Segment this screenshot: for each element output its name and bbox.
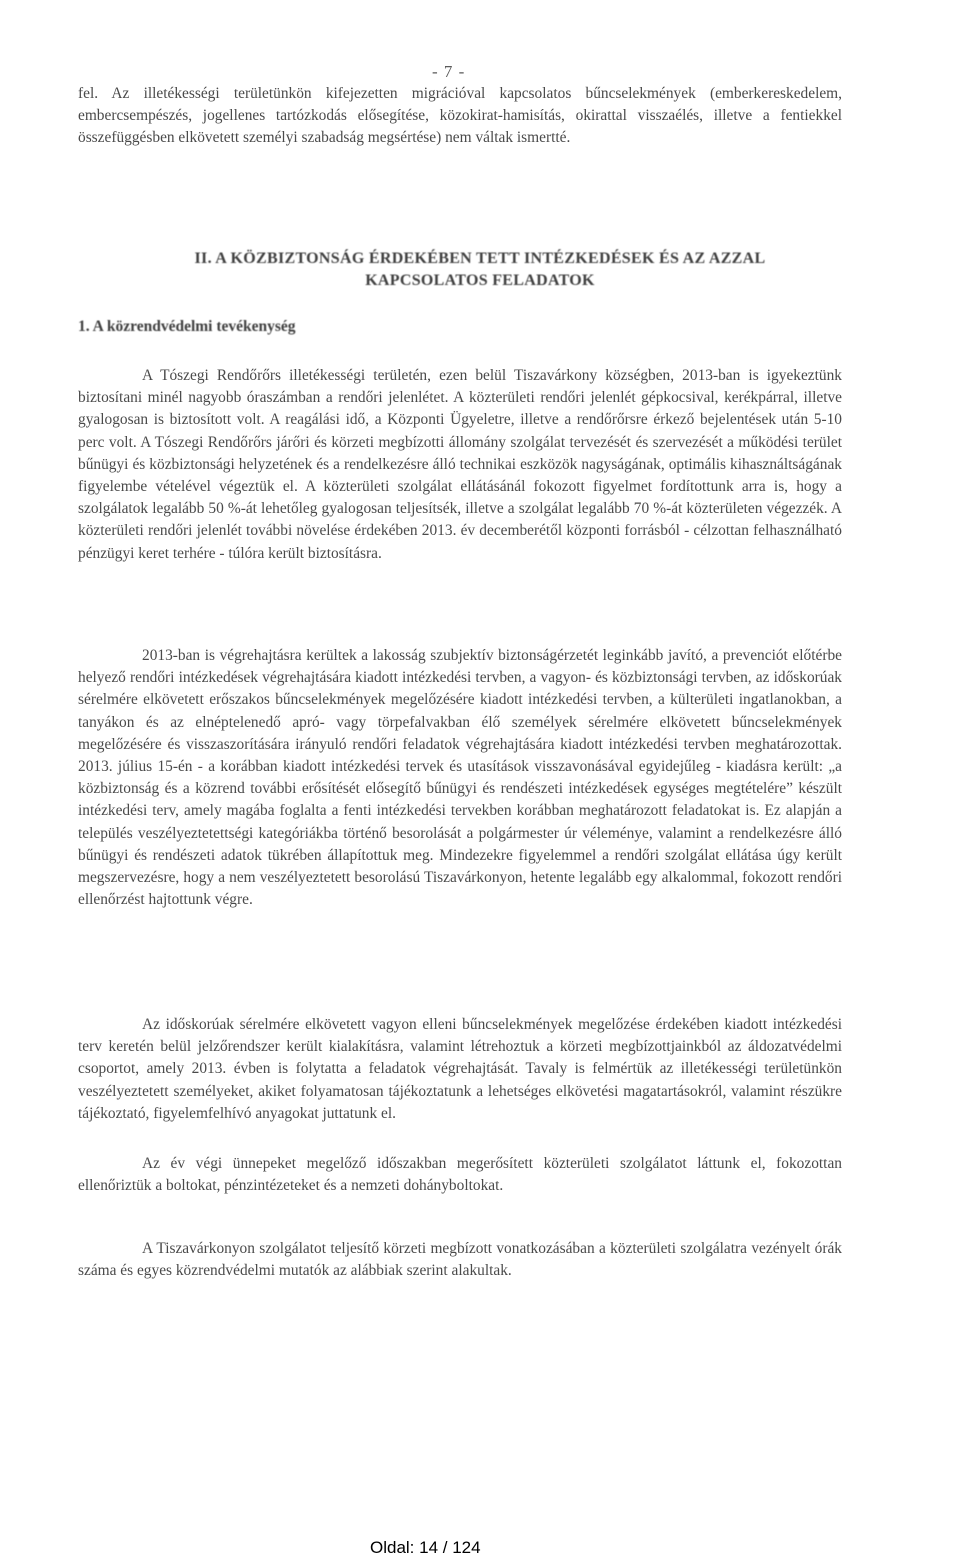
page-number: - 7 - — [432, 62, 466, 81]
paragraph-elderly-protection: Az időskorúak sérelmére elkövetett vagyon elleni bűncselekmények megelőzése érdekében kiadott intézkedési terv keretén belül jelzőrendszer került kialakításra, valamint létrehoztuk a körzeti megbízottjainkból az áldozatvédelmi csoportot, amely 2013. évben is folytatta a feladatok végrehajtását. Tavaly is felmértük az illetékességi területünkön veszélyeztetett személyeket, akiket folyamatosan tájékoztatunk a lehetséges elkövetési magatartásokról, valamint részükre tájékoztató, figyelemfelhívó anyagokat juttatunk el. — [78, 1016, 842, 1122]
intro-paragraph: fel. Az illetékességi területünkön kifejezetten migrációval kapcsolatos bűncselekmények (emberkereskedelem, embercsempészés, jogellenes tartózkodás elősegítése, közokirat-hamisítás, okirattal visszaélés, illetve a fentiekkel összefüggésben elkövetett személyi szabadság megsértése) nem váltak ismertté. — [78, 85, 842, 147]
paragraph-holiday-service: Az év végi ünnepeket megelőző időszakban megerősített közterületi szolgálatot láttunk el, fokozottan ellenőriztük a boltokat, pénzintézeteket és a nemzeti dohányboltokat. — [78, 1155, 842, 1195]
page-footer-counter: Oldal: 14 / 124 — [370, 1538, 481, 1557]
paragraph-officer-statistics: A Tiszavárkonyon szolgálatot teljesítő körzeti megbízott vonatkozásában a közterületi szolgálatra vezényelt órák száma és egyes közrendvédelmi mutatók az alábbiak szerint alakultak. — [78, 1240, 842, 1280]
paragraph-public-order-presence: A Tószegi Rendőrőrs illetékességi területén, ezen belül Tiszavárkony községben, 2013-ban is igyekeztünk biztosítani minél nagyobb óraszámban a rendőri jelenlétet. A közterületi rendőri jelenlét gépkocsival, kerékpárral, illetve gyalogosan is biztosított volt. A reagálási idő, a Központi Ügyeletre, illetve a rendőrőrsre érkező bejelentések után 5-10 perc volt. A Tószegi Rendőrőrs járőri és körzeti megbízotti állomány szolgálat tervezését és szervezését a működési terület bűnügyi és közbiztonsági helyzetének és a rendelkezésre álló technikai eszközök nagyságának, optimális kihasználtságának figyelembe vételével végeztük el. A közterületi szolgálat ellátásánál fokozott figyelmet fordítottunk arra is, hogy a szolgálatok legalább 50 %-át lehetőleg gyalogosan teljesítsék, illetve a szolgálat legalább 70 %-át közterületen végezzék. A közterületi rendőri jelenlét további növelése érdekében 2013. év decemberétől központi forrásból - célzottan felhasználható pénzügyi keret terhére - túlóra került biztosításra. — [78, 367, 842, 562]
subsection-title: 1. A közrendvédelmi tevékenység — [78, 318, 296, 335]
section-heading-line-1: II. A KÖZBIZTONSÁG ÉRDEKÉBEN TETT INTÉZKEDÉSEK ÉS AZ AZZAL — [194, 250, 766, 267]
paragraph-intervention-plans: 2013-ban is végrehajtásra kerültek a lakosság szubjektív biztonságérzetét leginkább javító, a prevenciót előtérbe helyező rendőri intézkedések végrehajtására kiadott intézkedési tervben, a vagyon- és közbiztonsági tervben, az időskorúak sérelmére elkövetett erőszakos bűncselekmények megelőzésére kiadott intézkedési tervben, a külterületi ingatlanokban, a tanyákon és az elnéptelenedő apró- vagy törpefalvakban élő személyek sérelmére elkövetett bűncselekmények megelőzésére és visszaszorítására irányuló rendőri feladatok végrehajtására kiadott intézkedési tervben meghatározottak. 2013. július 15-én - a korábban kiadott intézkedési tervek és utasítások visszavonásával egyidejűleg - kiadásra került: „a közbiztonság és a közrend további erősítését elősegítő bűnügyi és rendészeti intézkedések egységes megtételére” készült intézkedési terv, amely magába foglalta a fenti intézkedési tervekben korábban meghatározott feladatokat is. Ez alapján a település veszélyeztetettségi kategóriákba történő besorolását a polgármester úr véleménye, valamint a rendelkezésre álló bűnügyi és rendészeti adatok tükrében állapítottuk meg. Mindezekre figyelemmel a rendőri szolgálat ellátása úgy került megszervezésre, hogy a nem veszélyeztetett besorolású Tiszavárkonyon, hetente legalább egy alkalommal, fokozott rendőri ellenőrzést hajtottunk végre. — [78, 647, 842, 909]
section-heading-line-2: KAPCSOLATOS FELADATOK — [365, 272, 595, 289]
